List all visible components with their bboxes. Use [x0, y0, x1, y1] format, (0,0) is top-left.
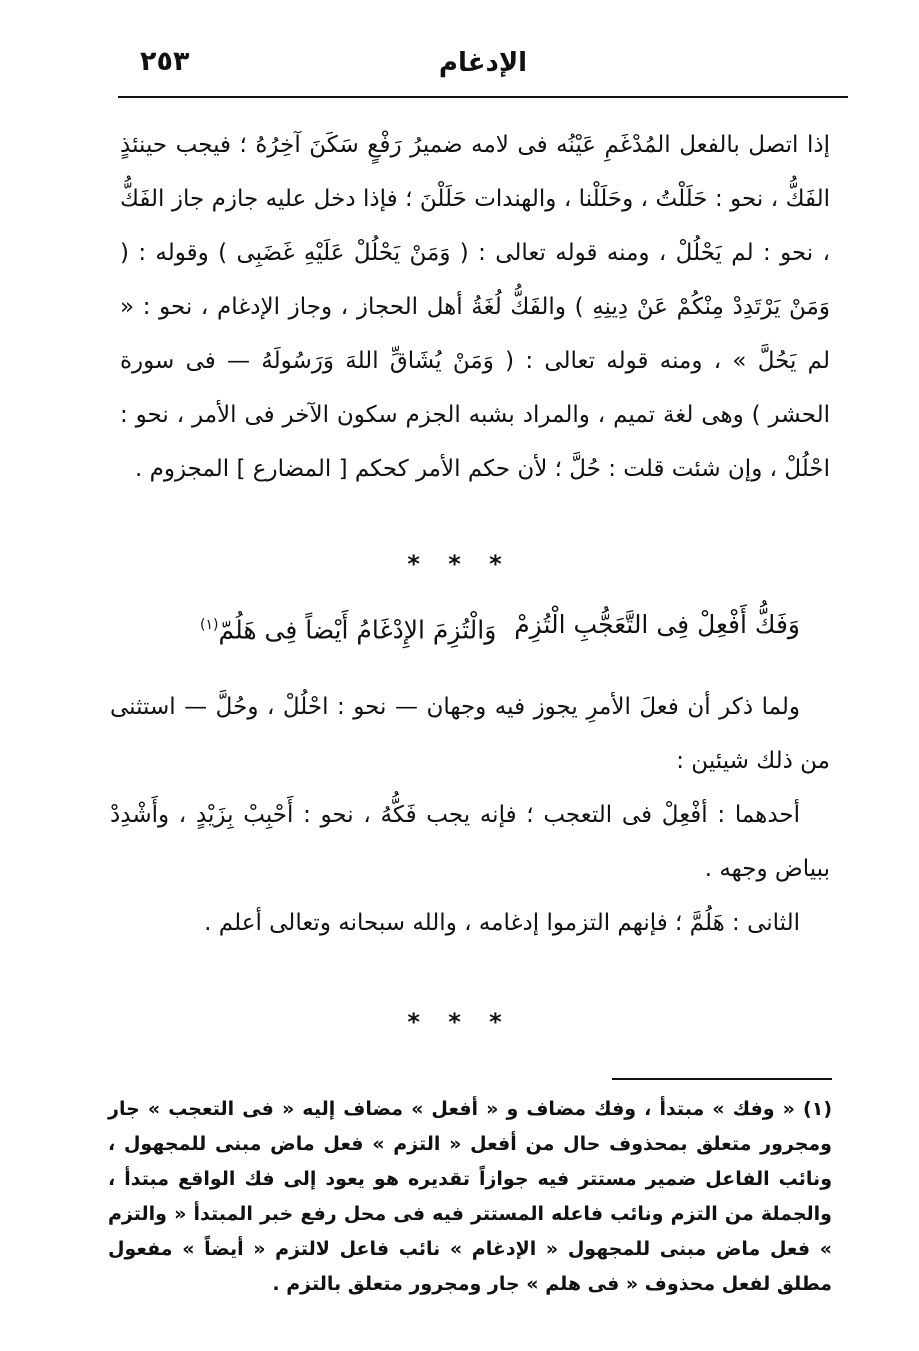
explanation-second: الثانى : هَلُمَّ ؛ فإنهم التزموا إدغامه ، والله سبحانه وتعالى أعلم . [204, 910, 800, 936]
chapter-title: الإدغام [438, 48, 528, 78]
footnote-text: (١) « وفك » مبتدأ ، وفك مضاف و « أفعل » مضاف إليه « فى التعجب » جار ومجرور متعلق بمحذوف حال من أفعل « التزم » فعل ماض مبنى للمجهول ، ونائب الفاعل ضمير مستتر فيه جوازاً تقديره هو يعود إلى فك الواقع مبتدأ ، والجملة من التزم ونائب فاعله المستتر فيه فى محل رفع خبر المبتدأ « والتزم » فعل ماض مبنى للمجهول « الإدغام » نائب فاعل لالتزم « أيضاً » مفعول مطلق لفعل محذوف « فى هلم » جار ومجرور متعلق بالتزم . [108, 1098, 832, 1295]
section-separator: * * * [407, 550, 512, 578]
header-divider [118, 96, 848, 98]
verse-hemistich-second-text: وَالْتُزِمَ الإِدْغَامُ أَيْضاً فِى هَلُمّ [218, 615, 497, 645]
footnote-divider [612, 1078, 832, 1080]
footnote-marker: (١) [200, 617, 219, 633]
paragraph-text: إذا اتصل بالفعل المُدْغَمِ عَيْنُه فى لامه ضميرُ رَفْعٍ سَكَنَ آخِرُهُ ؛ فيجب حينئذٍ الفَكُّ ، نحو : حَلَلْتُ ، وحَلَلْنا ، والهندات حَلَلْنَ ؛ فإذا دخل عليه جازم جاز الفَكُّ ، نحو : لم يَحْلُلْ ، ومنه قوله تعالى : ( وَمَنْ يَحْلُلْ عَلَيْهِ غَضَبِى ) وقوله : ( وَمَنْ يَرْتَدِدْ مِنْكُمْ عَنْ دِينِهِ ) والفَكُّ لُغَةُ أهل الحجاز ، وجاز الإدغام ، نحو : « لم يَحُلَّ » ، ومنه قوله تعالى : ( وَمَنْ يُشَاقِّ اللهَ وَرَسُولَهُ — فى سورة الحشر ) وهى لغة تميم ، والمراد بشبه الجزم سكون الآخر فى الأمر ، نحو : احْلُلْ ، وإن شئت قلت : حُلَّ ؛ لأن حكم الأمر كحكم [ المضارع ] المجزوم . [120, 132, 830, 482]
footnote-block [108, 1092, 832, 1302]
verse-hemistich-second [200, 600, 496, 655]
main-paragraph [120, 118, 830, 496]
section-separator-end: * * * [407, 1008, 512, 1036]
explanation-intro: ولما ذكر أن فعلَ الأمرِ يجوز فيه وجهان — نحو : احْلُلْ ، وحُلَّ — استثنى من ذلك شيئين : [110, 694, 830, 774]
explanation-first: أحدهما : أفْعِلْ فى التعجب ؛ فإنه يجب فَكُّهُ ، نحو : أَحْبِبْ بِزَيْدٍ ، وأَشْدِدْ ببياض وجهه . [110, 802, 830, 882]
verse-hemistich-first: وَفَكُّ أَفْعِلْ فِى التَّعَجُّبِ الْتُزِمْ [514, 610, 800, 639]
explanation-block [110, 680, 830, 950]
verse-line [200, 600, 800, 655]
page-number: ٢٥٣ [140, 46, 190, 77]
page-header [118, 40, 848, 90]
